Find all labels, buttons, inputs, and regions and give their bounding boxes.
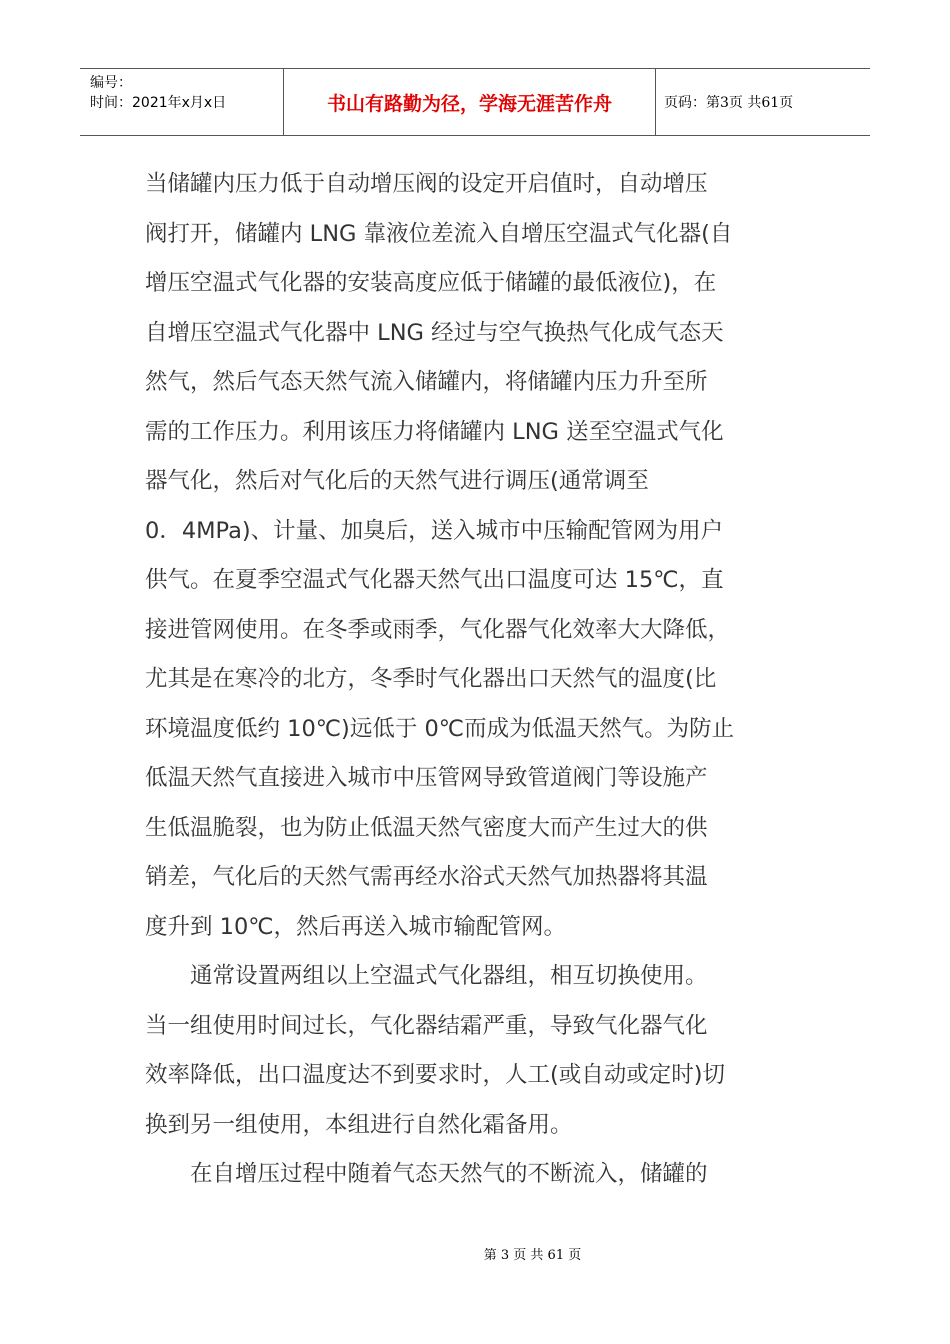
text-line: 当储罐内压力低于自动增压阀的设定开启值时，自动增压: [145, 171, 708, 197]
header-page-info: 页码：第3页 共61页: [664, 95, 794, 111]
document-number-label: 编号：: [90, 75, 132, 91]
page-footer: 第 3 页 共 61 页: [483, 1248, 582, 1263]
paragraph-3: [145, 1150, 810, 1200]
text-line: 在自增压过程中随着气态天然气的不断流入，储罐的: [190, 1161, 708, 1187]
header-motto: 书山有路勤为径，学海无涯苦作舟: [283, 69, 656, 135]
text-line: 换到另一组使用，本组进行自然化霜备用。: [145, 1111, 573, 1138]
text-line: 通常设置两组以上空温式气化器组，相互切换使用。: [190, 963, 708, 989]
text-line: 阀打开，储罐内 LNG 靠液位差流入自增压空温式气化器(自: [145, 220, 733, 247]
text-line: 接进管网使用。在冬季或雨季，气化器气化效率大大降低，: [145, 616, 731, 643]
text-line: 环境温度低约 10℃)远低于 0℃而成为低温天然气。为防止: [145, 715, 735, 742]
text-line: 自增压空温式气化器中 LNG 经过与空气换热气化成气态天: [145, 319, 724, 346]
text-line: 销差，气化后的天然气需再经水浴式天然气加热器将其温: [145, 864, 708, 890]
text-line: 0．4MPa)、计量、加臭后，送入城市中压输配管网为用户: [145, 517, 724, 544]
text-line: 增压空温式气化器的安装高度应低于储罐的最低液位)，在: [145, 270, 717, 296]
text-line: 供气。在夏季空温式气化器天然气出口温度可达 15℃，直: [145, 567, 724, 593]
text-line: 需的工作压力。利用该压力将储罐内 LNG 送至空温式气化: [145, 418, 724, 445]
page-header: [80, 68, 870, 136]
header-meta: [80, 69, 283, 135]
paragraph-1: [145, 160, 810, 952]
paragraph-2: [145, 952, 810, 1150]
text-line: 器气化，然后对气化后的天然气进行调压(通常调至: [145, 468, 649, 494]
text-line: 生低温脆裂，也为防止低温天然气密度大而产生过大的供: [145, 814, 708, 841]
text-line: 低温天然气直接进入城市中压管网导致管道阀门等设施产: [145, 765, 708, 791]
text-line: 度升到 10℃，然后再送入城市输配管网。: [145, 913, 567, 940]
text-line: 效率降低，出口温度达不到要求时，人工(或自动或定时)切: [145, 1062, 726, 1088]
text-line: 然气，然后气态天然气流入储罐内，将储罐内压力升至所: [145, 369, 708, 395]
document-body: [145, 160, 810, 1200]
text-line: 尤其是在寒冷的北方，冬季时气化器出口天然气的温度(比: [145, 666, 717, 692]
document-date: 时间：2021年x月x日: [90, 95, 227, 111]
text-line: 当一组使用时间过长，气化器结霜严重，导致气化器气化: [145, 1012, 708, 1039]
